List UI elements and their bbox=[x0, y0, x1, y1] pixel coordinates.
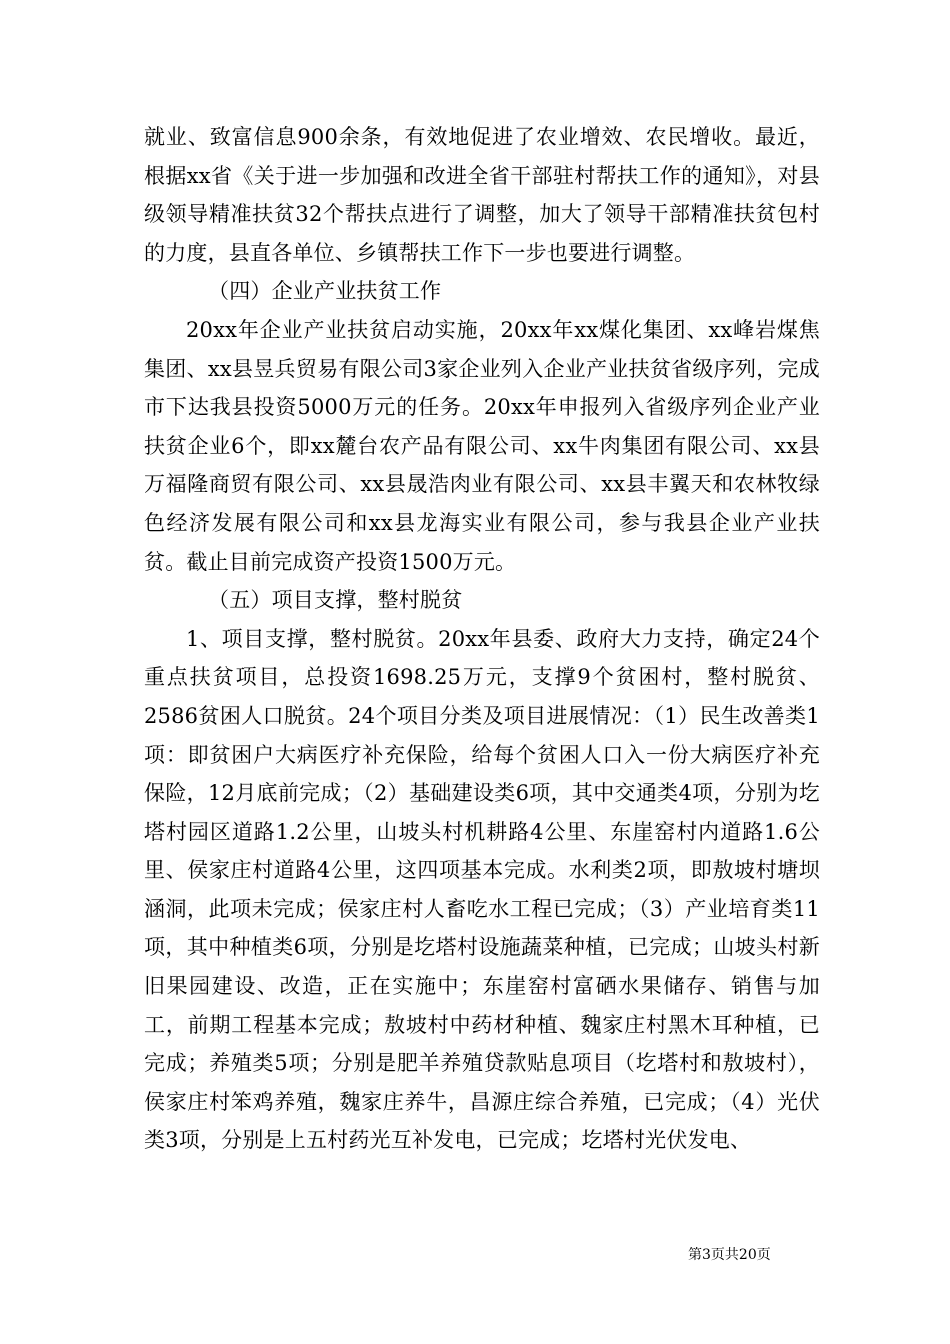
paragraph-village-assistance-continued: 就业、致富信息900余条，有效地促进了农业增效、农民增收。最近，根据xx省《关于进一步加强和改进全省干部驻村帮扶工作的通知》，对县级领导精准扶贫32个帮扶点进行了调整，加大了领导干部精准扶贫包村的力度，县直各单位、乡镇帮扶工作下一步也要进行调整。 bbox=[144, 125, 820, 265]
paragraph-project-support: 1、项目支撑，整村脱贫。20xx年县委、政府大力支持，确定24个重点扶贫项目，总投资1698.25万元，支撑9个贫困村，整村脱贫、2586贫困人口脱贫。24个项目分类及项目进展情况：（1）民生改善类1项：即贫困户大病医疗补充保险，给每个贫困人口入一份大病医疗补充保险，12月底前完成；（2）基础建设类6项，其中交通类4项，分别为圪塔村园区道路1.2公里，山坡头村机耕路4公里、东崖窑村内道路1.6公里、侯家庄村道路4公里，这四项基本完成。水利类2项，即敖坡村塘坝涵洞，此项未完成；侯家庄村人畜吃水工程已完成；（3）产业培育类11项，其中种植类6项，分别是圪塔村设施蔬菜种植，已完成；山坡头村新旧果园建设、改造，正在实施中；东崖窑村富硒水果储存、销售与加工，前期工程基本完成；敖坡村中药材种植、魏家庄村黑木耳种植，已完成；养殖类5项；分别是肥羊养殖贷款贴息项目（圪塔村和敖坡村），侯家庄村笨鸡养殖，魏家庄养牛，昌源庄综合养殖，已完成；（4）光伏类3项，分别是上五村药光互补发电，已完成；圪塔村光伏发电、 bbox=[144, 626, 820, 1153]
section-heading-project-support: （五）项目支撑，整村脱贫 bbox=[208, 588, 463, 613]
page-number-footer: 第3页共20页 bbox=[688, 1247, 771, 1263]
document-body bbox=[144, 118, 820, 1160]
paragraph-enterprise-industry: 20xx年企业产业扶贫启动实施，20xx年xx煤化集团、xx峰岩煤焦集团、xx县昱兵贸易有限公司3家企业列入企业产业扶贫省级序列，完成市下达我县投资5000万元的任务。20xx年申报列入省级序列企业产业扶贫企业6个，即xx麓台农产品有限公司、xx牛肉集团有限公司、xx县万福隆商贸有限公司、xx县晟浩肉业有限公司、xx县丰翼天和农林牧绿色经济发展有限公司和xx县龙海实业有限公司，参与我县企业产业扶贫。截止目前完成资产投资1500万元。 bbox=[144, 317, 820, 574]
section-heading-enterprise-industry: （四）企业产业扶贫工作 bbox=[208, 279, 442, 304]
